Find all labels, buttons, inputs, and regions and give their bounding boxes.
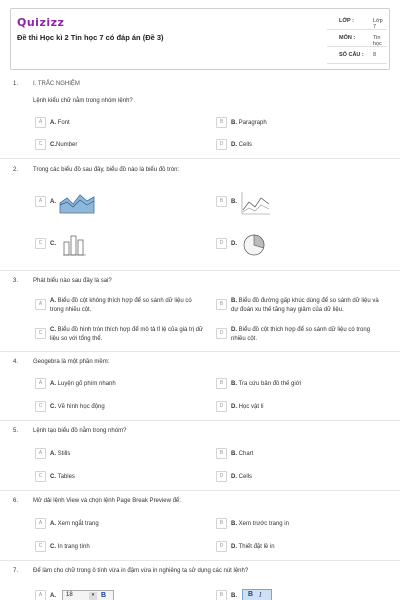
meta-value: Lớp 7 xyxy=(373,18,383,30)
option-letter: A xyxy=(35,590,46,600)
option-label: Biểu đồ đường gấp khúc dùng để so sánh dữ liệu và dự đoán xu thế tăng hay giảm của dữ liệu. xyxy=(231,298,379,313)
question-divider xyxy=(0,270,400,271)
option-label: In trang tính xyxy=(57,544,90,550)
option-key: D. xyxy=(231,474,237,480)
question-number: 7. xyxy=(13,568,19,574)
option-text xyxy=(50,543,90,552)
question-text: Lệnh tạo biểu đồ nằm trong nhóm? xyxy=(33,428,127,434)
option-text xyxy=(50,119,70,128)
meta-row-subject xyxy=(327,32,387,49)
option-key: B. xyxy=(231,381,237,387)
option-letter: C xyxy=(35,139,46,150)
area-chart-icon xyxy=(58,191,96,215)
question-text: Phát biểu nào sau đây là sai? xyxy=(33,278,112,284)
option-key: B. xyxy=(231,298,237,304)
option-letter: C xyxy=(35,328,46,339)
question-number: 5. xyxy=(13,428,19,434)
meta-label: MÔN : xyxy=(339,35,356,41)
quizizz-logo: Quizizz xyxy=(17,16,65,29)
option-text xyxy=(50,473,75,482)
option-text xyxy=(231,141,252,150)
option-key: C. xyxy=(50,544,56,550)
option-label: Stills xyxy=(57,451,71,457)
option-letter: B xyxy=(216,196,227,207)
option-label: Tables xyxy=(57,474,75,480)
option-label: Biểu đồ cột thích hợp để so sánh dữ liệu có trong nhiều cột. xyxy=(231,327,371,342)
option-letter: C xyxy=(35,401,46,412)
option-key: B. xyxy=(231,199,237,205)
option-letter: A xyxy=(35,299,46,310)
pie-chart-icon xyxy=(242,233,266,257)
option-label: Vẽ hình học động xyxy=(57,404,105,410)
option-text xyxy=(50,380,116,389)
option-text xyxy=(50,403,105,412)
question-text: Lệnh kiểu chữ nằm trong nhóm lệnh? xyxy=(33,98,133,104)
option-letter: D xyxy=(216,401,227,412)
option-letter: C xyxy=(35,471,46,482)
option-key: B. xyxy=(231,521,237,527)
option-text xyxy=(50,141,77,150)
document-meta xyxy=(327,15,387,66)
option-label: Biểu đồ cột không thích hợp để so sánh dữ liệu có trong nhiều cột. xyxy=(50,298,192,313)
question-divider xyxy=(0,351,400,352)
option-text xyxy=(231,403,264,412)
option-key: C. xyxy=(50,404,56,410)
option-letter: D xyxy=(216,541,227,552)
bold-icon: B xyxy=(101,592,107,599)
font-toolbar-snippet xyxy=(62,590,114,600)
option-letter: C xyxy=(35,238,46,249)
question-text: Trong các biểu đồ sau đây, biểu đồ nào là biểu đồ tròn: xyxy=(33,167,180,173)
question-divider xyxy=(0,490,400,491)
option-text xyxy=(231,297,386,314)
option-label: Cells xyxy=(238,474,253,480)
style-toolbar-snippet xyxy=(242,589,272,600)
option-key: B. xyxy=(231,120,237,126)
option-letter: B xyxy=(216,117,227,128)
question-number: 2. xyxy=(13,167,19,173)
font-size-value: 18 xyxy=(66,592,73,598)
option-key: D. xyxy=(231,404,237,410)
option-key: C. xyxy=(50,142,56,148)
option-letter: A xyxy=(35,518,46,529)
option-label: Luyện gõ phím nhanh xyxy=(57,381,116,387)
option-key: B. xyxy=(231,451,237,457)
option-key: B. xyxy=(231,593,237,599)
question-number: 3. xyxy=(13,278,19,284)
option-letter: B xyxy=(216,590,227,600)
option-text xyxy=(231,520,289,529)
option-key: C. xyxy=(50,241,56,247)
question-text: Để làm cho chữ trong ô tính vừa in đậm vừa in nghiêng ta sử dụng các nút lệnh? xyxy=(33,568,249,574)
option-letter: D xyxy=(216,238,227,249)
option-text xyxy=(231,326,386,343)
meta-value: Tin học xyxy=(373,35,382,47)
option-letter: A xyxy=(35,196,46,207)
option-letter: C xyxy=(35,541,46,552)
option-text xyxy=(231,473,252,482)
option-key: A. xyxy=(50,298,56,304)
option-label: Cells xyxy=(238,142,253,148)
option-key: D. xyxy=(231,327,237,333)
question-text: Mở dải lệnh View và chọn lệnh Page Break Preview để: xyxy=(33,498,181,504)
meta-value: 8 xyxy=(373,52,377,58)
meta-row-class xyxy=(327,15,387,32)
option-label: Xem ngắt trang xyxy=(57,521,99,527)
option-key: D. xyxy=(231,544,237,550)
option-letter: D xyxy=(216,471,227,482)
option-text xyxy=(231,380,301,389)
meta-divider xyxy=(327,29,387,30)
option-key: D. xyxy=(231,142,237,148)
option-letter: B xyxy=(216,378,227,389)
option-key: A. xyxy=(50,451,56,457)
option-letter: B xyxy=(216,518,227,529)
option-text xyxy=(50,326,205,343)
bar-chart-icon xyxy=(62,232,88,256)
question-divider xyxy=(0,420,400,421)
option-key: C. xyxy=(50,327,56,333)
option-label: Thiết đặt lề in xyxy=(238,544,275,550)
bold-icon: B xyxy=(248,591,254,598)
meta-label: LỚP : xyxy=(339,18,354,24)
meta-divider xyxy=(327,46,387,47)
dropdown-arrow-icon: ▾ xyxy=(89,592,97,600)
document-header xyxy=(10,8,390,70)
option-key: A. xyxy=(50,521,56,527)
option-label: Paragraph xyxy=(238,120,267,126)
option-label: Tra cứu bản đồ thế giới xyxy=(238,381,301,387)
italic-icon: I xyxy=(259,591,262,599)
option-letter: D xyxy=(216,328,227,339)
question-divider xyxy=(0,158,400,159)
meta-divider xyxy=(327,63,387,64)
line-chart-icon xyxy=(240,190,272,216)
option-letter: A xyxy=(35,117,46,128)
section-heading: I. TRẮC NGHIỆM xyxy=(33,81,80,87)
option-key: D. xyxy=(231,241,237,247)
option-label: Học vật lí xyxy=(238,404,264,410)
option-text xyxy=(231,119,267,128)
option-key: A. xyxy=(50,593,56,599)
question-number: 1. xyxy=(13,81,19,87)
option-letter: A xyxy=(35,448,46,459)
meta-label: SỐ CÂU : xyxy=(339,52,364,58)
option-text xyxy=(50,297,205,314)
question-text: Geogebra là một phần mềm: xyxy=(33,359,110,365)
option-letter: B xyxy=(216,299,227,310)
option-text xyxy=(231,543,275,552)
question-number: 4. xyxy=(13,359,19,365)
option-label: Xem trước trang in xyxy=(238,521,289,527)
option-letter: A xyxy=(35,378,46,389)
question-number: 6. xyxy=(13,498,19,504)
option-key: A. xyxy=(50,381,56,387)
document-title: Đề thi Học kì 2 Tin học 7 có đáp án (Đề 3) xyxy=(17,33,164,42)
option-label: Chart xyxy=(238,451,254,457)
option-text xyxy=(231,450,253,459)
question-divider xyxy=(0,560,400,561)
option-letter: B xyxy=(216,448,227,459)
option-label: Biểu đồ hình tròn thích hợp để mô tả tỉ lệ của giá trị dữ liệu so với tổng thể. xyxy=(50,327,204,342)
option-letter: D xyxy=(216,139,227,150)
option-text xyxy=(50,520,99,529)
option-key: A. xyxy=(50,199,56,205)
option-text xyxy=(50,450,70,459)
option-label: Number xyxy=(56,142,78,148)
option-label: Font xyxy=(57,120,70,126)
option-key: A. xyxy=(50,120,56,126)
option-key: C. xyxy=(50,474,56,480)
meta-row-count xyxy=(327,49,387,66)
